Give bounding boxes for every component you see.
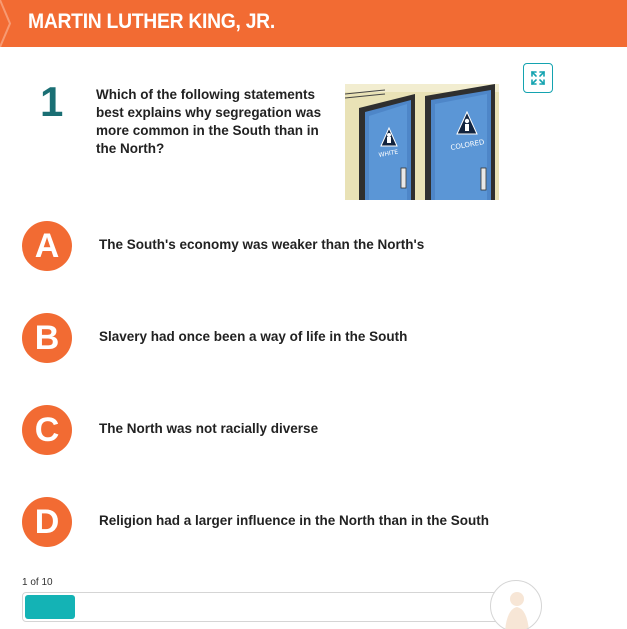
fullscreen-button[interactable] [523, 63, 553, 93]
answer-letter: A [34, 226, 60, 265]
answer-option-d[interactable] [22, 497, 612, 547]
answer-text: Slavery had once been a way of life in the South [99, 329, 408, 344]
expand-icon [530, 70, 546, 86]
page-title: MARTIN LUTHER KING, JR. [28, 10, 275, 33]
question-illustration [345, 84, 499, 200]
header-bar [0, 0, 627, 47]
answer-letter-badge [22, 497, 72, 547]
svg-text:COLORED: COLORED [449, 138, 486, 152]
answer-option-c[interactable] [22, 405, 612, 455]
answer-letter-badge [22, 313, 72, 363]
progress-fill [25, 595, 75, 619]
mascot-avatar [490, 580, 542, 629]
answer-letter-badge [22, 221, 72, 271]
svg-text:WHITE: WHITE [378, 148, 399, 159]
progress-label: 1 of 10 [22, 577, 53, 588]
answer-text: Religion had a larger influence in the North than in the South [99, 513, 490, 528]
answer-letter: C [34, 410, 60, 449]
answer-letter: D [34, 502, 60, 541]
answer-letter: B [34, 318, 60, 357]
progress-bar [22, 592, 522, 622]
header-notch-decoration [0, 0, 14, 47]
answer-text: The South's economy was weaker than the North's [99, 237, 425, 252]
answer-option-a[interactable] [22, 221, 612, 271]
answer-option-b[interactable] [22, 313, 612, 363]
answer-text: The North was not racially diverse [99, 421, 319, 436]
question-text: Which of the following statements best explains why segregation was more common in the South than in the North? [96, 87, 322, 156]
answer-letter-badge [22, 405, 72, 455]
question-number: 1 [40, 78, 64, 125]
